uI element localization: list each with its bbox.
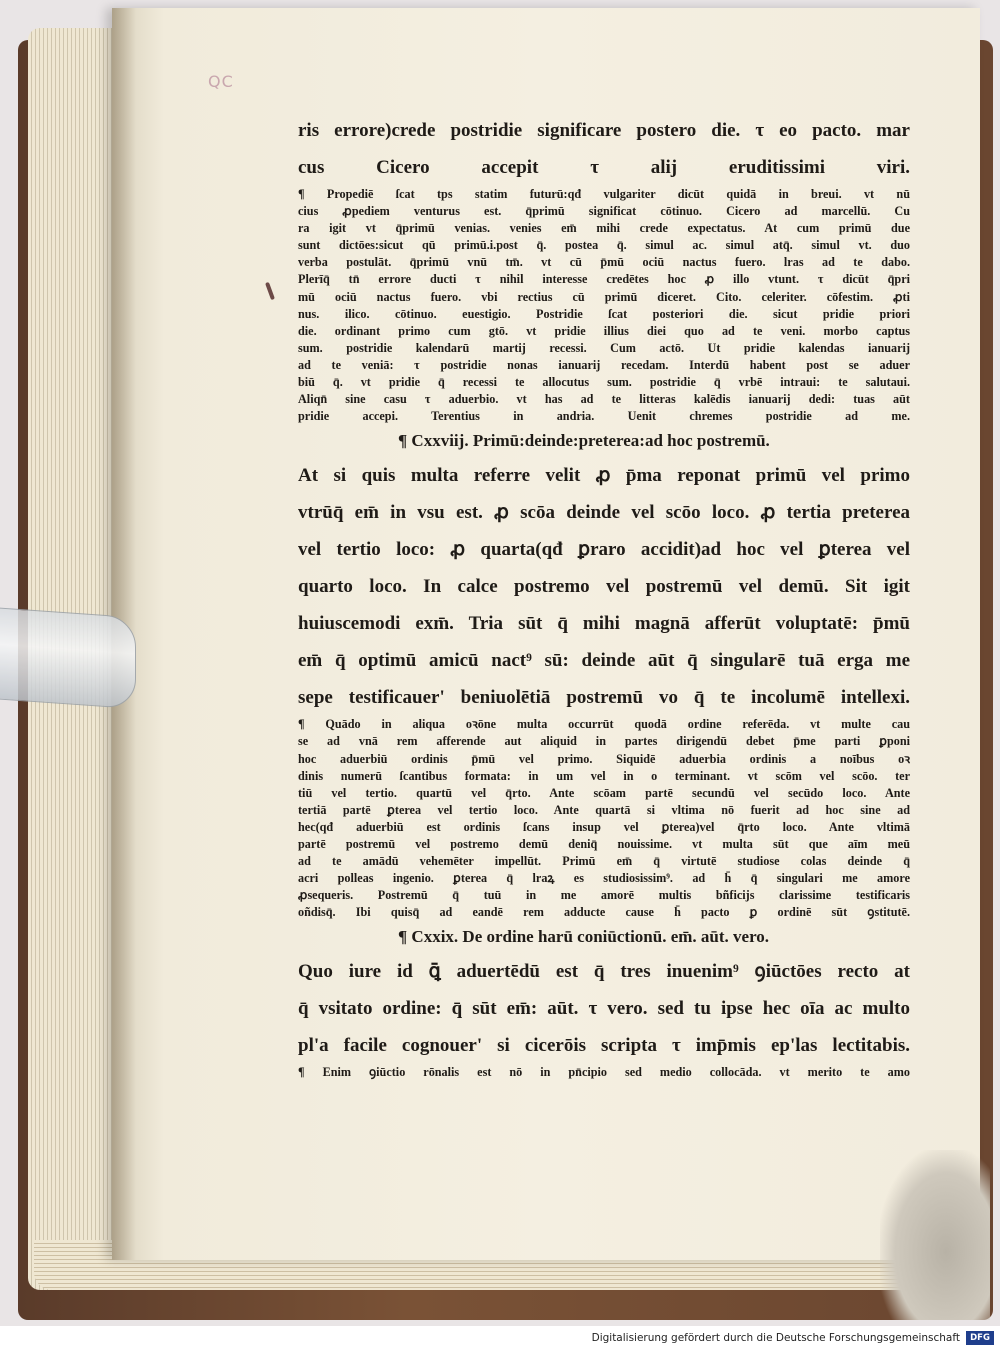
text-line: partē postremū vel postremo demū deniq̄ nouissime. vt multa sūt que aīm meū [298, 836, 910, 851]
text-line: pl'a facile cognouer' si cicerōis scripta τ imp̄mis ep'las lectitabis. [298, 1035, 910, 1057]
text-line: q̄ vsitato ordine: q̄ sūt em̄: aūt. τ vero. sed tu ipse hec oīa ac multo [298, 998, 910, 1020]
text-line: nus. ilico. cōtinuo. euestigio. Postridie ſcat posteriori die. sicut pridie priori [298, 306, 910, 321]
text-line: sepe testificauer' beniuolētiā postremū vo q̄ te incolumē intellexi. [298, 687, 910, 709]
text-line: Plerīq̄ tn̄ errore ducti τ nihil interesse credētes hoc ꝓ illo vtunt. τ dicūt q̄pri [298, 272, 910, 287]
text-line: hec(qđ aduerbiū est ordinis ſcans insup vel ꝑterea)vel q̄rto loco. Ante vltimā [298, 819, 910, 834]
text-line: cius ꝓpediem venturus est. q̄primū significat cōtinuo. Cicero ad marcellū. Cu [298, 204, 910, 219]
text-line: die. ordinant primo cum gtō. vt pridie illius diei quo ad te veni. morbo captus [298, 323, 910, 338]
text-line: ad te veniā: τ postridie nonas ianuarij recedam. Interdū habent post se aduer [298, 357, 910, 372]
text-line: acri polleas ingenio. ꝑterea q̄ lraꝝ es studiosissim⁹. ad h̄ q̄ singulari me amore [298, 871, 910, 886]
holding-clip [0, 607, 136, 709]
text-line: verba postulāt. q̄primū vnū tm̄. vt cū p̄mū ociū nactus fuero. lras ad te dabo. [298, 255, 910, 270]
text-line: quarto loco. In calce postremo vel postremū vel demū. Sit igit [298, 576, 910, 598]
text-line: dinis numerū ſcantibus formata: in um vel in o terminant. vt scōm vel scōo. ter [298, 768, 910, 783]
text-line: hoc aduerbiū ordinis p̄mū vel primo. Siquidē aduerbia ordinis a noībus oꝛ [298, 751, 910, 766]
text-line: ꝓsequeris. Postremū q̄ tuū in me amorē multis bñficijs clarissime testificaris [298, 888, 910, 903]
text-line: em̄ q̄ optimū amicū nact⁹ sū: deinde aūt q̄ singularē tuā erga me [298, 650, 910, 672]
text-line: biū q̄. vt pridie q̄ recessi te allocutus sum. postridie q̄ vrbē intraui: te salutaui. [298, 375, 910, 390]
text-block [298, 112, 910, 1082]
text-line: ¶ Propediē ſcat tps statim futurū:qđ vulgariter dicūt quidā in breui. vt nū [298, 187, 910, 201]
text-line: tiū vel tertio. quartū vel q̄rto. Ante scōam partē secundū vel secūdo loco. Ante [298, 785, 910, 800]
text-line: vel tertio loco: ꝓ quarta(qđ ꝑraro accidit)ad hoc vel ꝑterea vel [298, 539, 910, 561]
text-line: mū ociū nactus fuero. vbi rectius cū primū diceret. Cito. celeriter. cōfestim. ꝓti [298, 289, 910, 304]
text-line: ris errore)crede postridie significare postero die. τ eo pacto. mar [298, 120, 910, 141]
text-line: ad te amādū vehemēter impellūt. Primū em̄ q̄ virtutē studiose colas deinde q̄ [298, 854, 910, 869]
text-line: se ad vnā rem afferende aut aliquid in partes dirigendū debet p̄me parti ꝑponi [298, 734, 910, 749]
chapter-heading: ¶ Cxxviij. Primū:deinde:preterea:ad hoc postremū. [398, 431, 770, 451]
text-line: sunt dictōes:sicut qū primū.i.post q̄. postea q̄. simul ac. simul atq̄. simul vt. duo [298, 238, 910, 253]
text-line: pridie accepi. Terentius in andria. Uenit chremes postridie ad me. [298, 409, 910, 424]
text-line: ¶ Quādo in aliqua oꝛōne multa occurrūt quodā ordine referēda. vt multe cau [298, 717, 910, 732]
text-line: huiuscemodi exm̄. Tria sūt q̄ mihi magnā afferūt voluptatē: p̄mū [298, 613, 910, 635]
text-line: oñdisq̄. Ibi quisq̄ ad eandē rem adducte cause h̄ pacto ꝑ ordinē sūt ꝯstitutē. [298, 905, 910, 920]
text-line: cus Cicero accepit τ alij eruditissimi viri. [298, 157, 910, 178]
pencil-mark: QC [208, 72, 234, 91]
text-line: sum. postridie kalendarū martij recessi. Cum actō. Ut pridie kalendas ianuarij [298, 340, 910, 355]
dfg-logo-icon: DFG [966, 1331, 994, 1345]
text-line: ¶ Enim ꝯiūctio rōnalis est nō in pn̄cipio sed medio collocāda. vt merito te amo [298, 1065, 910, 1080]
text-line: Aliqn̄ sine casu τ aduerbio. vt has ad te litteras kalēdis ianuarij dedi: tuas aūt [298, 392, 910, 407]
chapter-heading: ¶ Cxxix. De ordine harū coniūctionū. em̄. aūt. vero. [398, 927, 770, 947]
text-line: tertiā partē ꝑterea vel tertio loco. Ante quartā si vltima nō fuerit ad hoc sine ad [298, 802, 910, 817]
text-line: ra igit vt q̄primū venias. venies em̄ mihi crede expectatus. At cum primū due [298, 221, 910, 236]
corner-stain [880, 1150, 990, 1320]
footer-bar [0, 1326, 1000, 1350]
text-line: vtrūq̄ em̄ in vsu est. ꝓ scōa deinde vel scōo loco. ꝓ tertia preterea [298, 502, 910, 524]
text-line: At si quis multa referre velit ꝓ p̄ma reponat primū vel primo [298, 465, 910, 487]
text-line: Quo iure id ꝗ̄ aduertēdū est q̄ tres inuenim⁹ ꝯiūctōes recto at [298, 961, 910, 983]
funding-credit: Digitalisierung gefördert durch die Deutsche Forschungsgemeinschaft [591, 1332, 960, 1344]
